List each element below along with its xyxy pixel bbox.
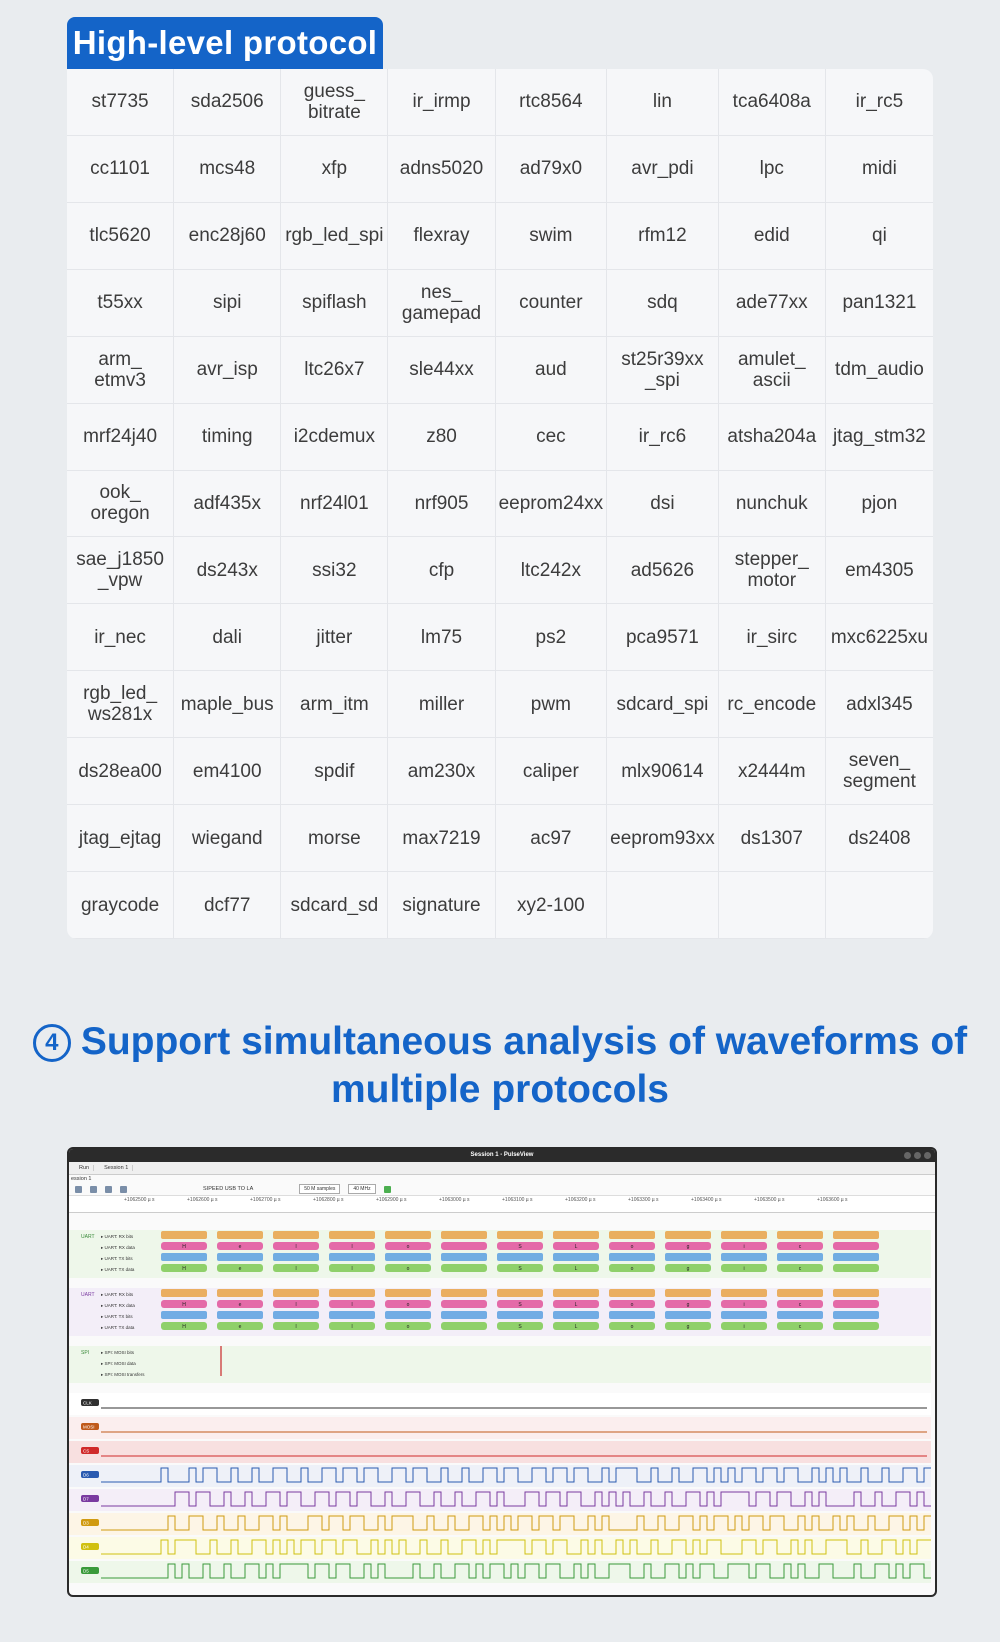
protocol-cell: avr_pdi xyxy=(607,136,719,203)
bit-block xyxy=(777,1311,823,1319)
bit-block xyxy=(553,1253,599,1261)
protocol-cell: avr_isp xyxy=(174,337,281,404)
protocol-cell: amulet_ ascii xyxy=(719,337,826,404)
save-icon[interactable] xyxy=(90,1186,97,1193)
protocol-cell: tca6408a xyxy=(719,69,826,136)
protocol-table xyxy=(67,69,933,939)
data-char: l xyxy=(295,1244,297,1250)
data-block xyxy=(833,1264,879,1272)
section-heading xyxy=(0,1018,1000,1114)
protocol-cell: timing xyxy=(174,404,281,471)
data-char: o xyxy=(406,1266,410,1272)
bit-block xyxy=(777,1231,823,1239)
row-label: ▸ UART: RX data xyxy=(101,1245,135,1250)
channel-tag: D4 xyxy=(83,1544,89,1550)
protocol-cell: dcf77 xyxy=(174,872,281,939)
protocol-cell: ad79x0 xyxy=(496,136,608,203)
protocol-cell: rfm12 xyxy=(607,203,719,270)
protocol-cell: xfp xyxy=(281,136,388,203)
protocol-cell: ade77xx xyxy=(719,270,826,337)
toolbar xyxy=(69,1183,935,1196)
bit-block xyxy=(217,1253,263,1261)
protocol-cell: ir_sirc xyxy=(719,604,826,671)
protocol-cell: sae_j1850 _vpw xyxy=(67,537,174,604)
bit-block xyxy=(665,1311,711,1319)
protocol-cell: tdm_audio xyxy=(826,337,933,404)
channel-tag: D6 xyxy=(83,1472,89,1478)
protocol-cell: pan1321 xyxy=(826,270,933,337)
data-char: o xyxy=(630,1266,634,1272)
protocol-cell: ds2408 xyxy=(826,805,933,872)
protocol-cell: seven_ segment xyxy=(826,738,933,805)
protocol-cell: adns5020 xyxy=(388,136,495,203)
protocol-cell: ltc242x xyxy=(496,537,608,604)
protocol-cell: rgb_led_ ws281x xyxy=(67,671,174,738)
bit-block xyxy=(553,1231,599,1239)
protocol-cell: t55xx xyxy=(67,270,174,337)
protocol-cell: enc28j60 xyxy=(174,203,281,270)
data-char: H xyxy=(182,1266,186,1272)
row-label: ▸ UART: TX bits xyxy=(101,1314,133,1319)
protocol-cell: signature xyxy=(388,872,495,939)
protocol-cell: jitter xyxy=(281,604,388,671)
window-title: Session 1 - PulseView xyxy=(470,1152,534,1158)
rate-select[interactable]: 40 MHz xyxy=(348,1184,375,1194)
pulseview-screenshot xyxy=(67,1147,937,1597)
protocol-cell: graycode xyxy=(67,872,174,939)
data-char: g xyxy=(686,1266,690,1272)
protocol-cell: counter xyxy=(496,270,608,337)
data-char: l xyxy=(295,1324,297,1330)
protocol-cell: st25r39xx _spi xyxy=(607,337,719,404)
bit-block xyxy=(553,1289,599,1297)
ruler-tick-label: +1063600 µ s xyxy=(817,1197,848,1203)
section-tag: High-level protocol xyxy=(67,17,383,69)
protocol-cell: edid xyxy=(719,203,826,270)
data-char: S xyxy=(518,1244,522,1250)
bit-block xyxy=(329,1289,375,1297)
channel-tag: D3 xyxy=(83,1520,89,1526)
bit-block xyxy=(497,1311,543,1319)
protocol-cell: qi xyxy=(826,203,933,270)
protocol-cell: ir_rc5 xyxy=(826,69,933,136)
protocol-cell: rgb_led_spi xyxy=(281,203,388,270)
bit-block xyxy=(441,1289,487,1297)
protocol-cell: ssi32 xyxy=(281,537,388,604)
bit-block xyxy=(833,1253,879,1261)
bit-block xyxy=(721,1231,767,1239)
protocol-cell: lpc xyxy=(719,136,826,203)
data-char: l xyxy=(351,1244,353,1250)
bit-block xyxy=(497,1253,543,1261)
bit-block xyxy=(721,1311,767,1319)
section-heading-text: Support simultaneous analysis of waveforms of multiple protocols xyxy=(80,1020,968,1111)
protocol-cell: ir_nec xyxy=(67,604,174,671)
data-char: i xyxy=(743,1244,745,1250)
bit-block xyxy=(609,1231,655,1239)
protocol-cell: lin xyxy=(607,69,719,136)
protocol-cell: wiegand xyxy=(174,805,281,872)
tab-session[interactable]: Session 1 xyxy=(100,1165,133,1171)
protocol-cell: ds243x xyxy=(174,537,281,604)
channel-tag: CS xyxy=(83,1448,90,1454)
protocol-cell: dsi xyxy=(607,471,719,538)
channel-tag: D7 xyxy=(83,1496,89,1502)
close-icon[interactable] xyxy=(924,1152,931,1159)
bit-block xyxy=(609,1289,655,1297)
protocol-cell: stepper_ motor xyxy=(719,537,826,604)
protocol-cell: guess_ bitrate xyxy=(281,69,388,136)
tab-run[interactable]: Run xyxy=(75,1165,94,1171)
data-char: e xyxy=(238,1302,242,1308)
protocol-cell: morse xyxy=(281,805,388,872)
channel-tag: D5 xyxy=(83,1568,89,1574)
data-char: S xyxy=(518,1324,522,1330)
data-char: c xyxy=(798,1266,802,1272)
section-number-badge: 4 xyxy=(33,1024,71,1062)
protocol-cell: nes_ gamepad xyxy=(388,270,495,337)
bit-block xyxy=(385,1231,431,1239)
data-char: g xyxy=(686,1324,690,1330)
data-char: l xyxy=(351,1266,353,1272)
decoder-tag: UART xyxy=(81,1234,95,1240)
data-char: o xyxy=(630,1244,634,1250)
data-char: e xyxy=(238,1324,242,1330)
data-char: o xyxy=(406,1244,410,1250)
protocol-cell: mrf24j40 xyxy=(67,404,174,471)
protocol-cell: rc_encode xyxy=(719,671,826,738)
data-char: S xyxy=(518,1302,522,1308)
ruler-tick-label: +1063300 µ s xyxy=(628,1197,659,1203)
protocol-cell: jtag_stm32 xyxy=(826,404,933,471)
protocol-cell: sle44xx xyxy=(388,337,495,404)
protocol-cell: tlc5620 xyxy=(67,203,174,270)
bit-block xyxy=(217,1311,263,1319)
protocol-cell: em4305 xyxy=(826,537,933,604)
bit-block xyxy=(497,1289,543,1297)
protocol-cell: nrf24l01 xyxy=(281,471,388,538)
protocol-cell: midi xyxy=(826,136,933,203)
bit-block xyxy=(833,1231,879,1239)
protocol-cell: mcs48 xyxy=(174,136,281,203)
bit-block xyxy=(441,1311,487,1319)
maximize-icon[interactable] xyxy=(914,1152,921,1159)
bit-block xyxy=(833,1311,879,1319)
protocol-cell: ook_ oregon xyxy=(67,471,174,538)
protocol-cell: em4100 xyxy=(174,738,281,805)
run-icon[interactable] xyxy=(384,1186,391,1193)
protocol-cell xyxy=(826,872,933,939)
bit-block xyxy=(553,1311,599,1319)
data-char: e xyxy=(238,1244,242,1250)
protocol-cell: ds1307 xyxy=(719,805,826,872)
protocol-cell: flexray xyxy=(388,203,495,270)
data-char: l xyxy=(295,1302,297,1308)
bit-block xyxy=(217,1231,263,1239)
bit-block xyxy=(665,1253,711,1261)
bit-block xyxy=(777,1289,823,1297)
time-ruler xyxy=(69,1196,935,1213)
protocol-cell: ir_rc6 xyxy=(607,404,719,471)
protocol-cell: caliper xyxy=(496,738,608,805)
data-char: l xyxy=(295,1266,297,1272)
protocol-cell: ad5626 xyxy=(607,537,719,604)
protocol-cell: st7735 xyxy=(67,69,174,136)
ruler-tick-label: +1062500 µ s xyxy=(124,1197,155,1203)
protocol-cell: aud xyxy=(496,337,608,404)
data-char: H xyxy=(182,1302,186,1308)
export-icon[interactable] xyxy=(105,1186,112,1193)
protocol-cell: ir_irmp xyxy=(388,69,495,136)
bit-block xyxy=(721,1253,767,1261)
data-char: l xyxy=(351,1324,353,1330)
data-char: o xyxy=(406,1302,410,1308)
bit-block xyxy=(777,1253,823,1261)
protocol-cell: z80 xyxy=(388,404,495,471)
row-label: ▸ UART: TX data xyxy=(101,1325,135,1330)
ruler-tick-label: +1062800 µ s xyxy=(313,1197,344,1203)
protocol-cell: sdq xyxy=(607,270,719,337)
bit-block xyxy=(497,1231,543,1239)
bit-block xyxy=(721,1289,767,1297)
data-char: c xyxy=(798,1302,802,1308)
samples-select[interactable]: 50 M samples xyxy=(299,1184,340,1194)
protocol-cell: adxl345 xyxy=(826,671,933,738)
ruler-tick-label: +1063200 µ s xyxy=(565,1197,596,1203)
protocol-cell: eeprom24xx xyxy=(496,471,608,538)
data-char: H xyxy=(182,1324,186,1330)
protocol-cell: nrf905 xyxy=(388,471,495,538)
protocol-cell: swim xyxy=(496,203,608,270)
data-char: o xyxy=(406,1324,410,1330)
protocol-cell: cfp xyxy=(388,537,495,604)
data-char: c xyxy=(798,1324,802,1330)
data-char: g xyxy=(686,1244,690,1250)
decoder-band xyxy=(69,1346,931,1383)
bit-block xyxy=(161,1231,207,1239)
protocol-cell: ac97 xyxy=(496,805,608,872)
data-block xyxy=(441,1300,487,1308)
zoom-icon[interactable] xyxy=(120,1186,127,1193)
protocol-cell: sipi xyxy=(174,270,281,337)
protocol-cell: sdcard_sd xyxy=(281,872,388,939)
bit-block xyxy=(833,1289,879,1297)
bit-block xyxy=(161,1311,207,1319)
protocol-cell: xy2-100 xyxy=(496,872,608,939)
protocol-cell xyxy=(607,872,719,939)
bit-block xyxy=(161,1253,207,1261)
ruler-tick-label: +1063000 µ s xyxy=(439,1197,470,1203)
channel-band xyxy=(69,1441,931,1463)
data-char: i xyxy=(743,1302,745,1308)
row-label: ▸ SPI: MOSI transfers xyxy=(101,1372,145,1377)
tab-bar xyxy=(69,1162,935,1175)
protocol-cell: am230x xyxy=(388,738,495,805)
channel-band xyxy=(69,1393,931,1415)
protocol-cell: arm_ etmv3 xyxy=(67,337,174,404)
bit-block xyxy=(385,1311,431,1319)
data-char: l xyxy=(351,1302,353,1308)
ruler-tick-label: +1062900 µ s xyxy=(376,1197,407,1203)
bit-block xyxy=(329,1311,375,1319)
data-block xyxy=(441,1242,487,1250)
data-char: i xyxy=(743,1324,745,1330)
protocol-cell: maple_bus xyxy=(174,671,281,738)
protocol-cell: cc1101 xyxy=(67,136,174,203)
bit-block xyxy=(161,1289,207,1297)
bit-block xyxy=(441,1231,487,1239)
protocol-cell: atsha204a xyxy=(719,404,826,471)
protocol-cell: spdif xyxy=(281,738,388,805)
data-block xyxy=(833,1300,879,1308)
trace-view xyxy=(69,1226,931,1594)
data-block xyxy=(441,1264,487,1272)
bit-block xyxy=(385,1253,431,1261)
data-char: L xyxy=(574,1266,578,1272)
protocol-cell: ps2 xyxy=(496,604,608,671)
protocol-cell: rtc8564 xyxy=(496,69,608,136)
data-char: L xyxy=(574,1244,578,1250)
data-char: i xyxy=(743,1266,745,1272)
channel-tag: CLK xyxy=(83,1400,92,1406)
protocol-cell: ltc26x7 xyxy=(281,337,388,404)
protocol-cell: mlx90614 xyxy=(607,738,719,805)
ruler-tick-label: +1063100 µ s xyxy=(502,1197,533,1203)
protocol-cell: lm75 xyxy=(388,604,495,671)
data-block xyxy=(833,1322,879,1330)
protocol-cell: pca9571 xyxy=(607,604,719,671)
channel-band xyxy=(69,1417,931,1439)
protocol-cell: nunchuk xyxy=(719,471,826,538)
bit-block xyxy=(665,1289,711,1297)
row-label: ▸ SPI: MOSI bits xyxy=(101,1350,135,1355)
protocol-cell: i2cdemux xyxy=(281,404,388,471)
protocol-cell: cec xyxy=(496,404,608,471)
row-label: ▸ UART: RX data xyxy=(101,1303,135,1308)
channel-tag: MOSI xyxy=(83,1424,95,1430)
bit-block xyxy=(273,1231,319,1239)
bit-block xyxy=(273,1311,319,1319)
row-label: ▸ UART: TX bits xyxy=(101,1256,133,1261)
data-char: o xyxy=(630,1324,634,1330)
channel-band xyxy=(69,1465,931,1487)
protocol-cell: arm_itm xyxy=(281,671,388,738)
bit-block xyxy=(329,1231,375,1239)
decoder-tag: UART xyxy=(81,1292,95,1298)
bit-block xyxy=(273,1289,319,1297)
data-char: o xyxy=(630,1302,634,1308)
bit-block xyxy=(441,1253,487,1261)
protocol-cell: miller xyxy=(388,671,495,738)
data-char: S xyxy=(518,1266,522,1272)
data-block xyxy=(833,1242,879,1250)
protocol-cell: max7219 xyxy=(388,805,495,872)
decoder-tag: SPI xyxy=(81,1350,90,1356)
session-label: ession 1 xyxy=(71,1176,92,1182)
device-select[interactable]: SIPEED USB TO LA xyxy=(203,1186,254,1192)
open-icon[interactable] xyxy=(75,1186,82,1193)
protocol-cell: eeprom93xx xyxy=(607,805,719,872)
protocol-cell: dali xyxy=(174,604,281,671)
bit-block xyxy=(273,1253,319,1261)
ruler-tick-label: +1062700 µ s xyxy=(250,1197,281,1203)
data-char: L xyxy=(574,1324,578,1330)
bit-block xyxy=(329,1253,375,1261)
data-char: e xyxy=(238,1266,242,1272)
data-char: H xyxy=(182,1244,186,1250)
row-label: ▸ SPI: MOSI data xyxy=(101,1361,136,1366)
ruler-tick-label: +1063500 µ s xyxy=(754,1197,785,1203)
data-char: L xyxy=(574,1302,578,1308)
bit-block xyxy=(609,1311,655,1319)
row-label: ▸ UART: RX bits xyxy=(101,1234,134,1239)
ruler-tick-label: +1063400 µ s xyxy=(691,1197,722,1203)
protocol-cell: adf435x xyxy=(174,471,281,538)
ruler-tick-label: +1062600 µ s xyxy=(187,1197,218,1203)
protocol-cell: jtag_ejtag xyxy=(67,805,174,872)
row-label: ▸ UART: TX data xyxy=(101,1267,135,1272)
bit-block xyxy=(385,1289,431,1297)
window-titlebar xyxy=(69,1149,935,1162)
bit-block xyxy=(217,1289,263,1297)
minimize-icon[interactable] xyxy=(904,1152,911,1159)
protocol-cell: sda2506 xyxy=(174,69,281,136)
data-char: g xyxy=(686,1302,690,1308)
protocol-cell: pjon xyxy=(826,471,933,538)
data-char: c xyxy=(798,1244,802,1250)
protocol-cell: ds28ea00 xyxy=(67,738,174,805)
protocol-cell: x2444m xyxy=(719,738,826,805)
protocol-cell xyxy=(719,872,826,939)
protocol-cell: sdcard_spi xyxy=(607,671,719,738)
bit-block xyxy=(609,1253,655,1261)
protocol-cell: mxc6225xu xyxy=(826,604,933,671)
protocol-cell: spiflash xyxy=(281,270,388,337)
protocol-cell: pwm xyxy=(496,671,608,738)
row-label: ▸ UART: RX bits xyxy=(101,1292,134,1297)
data-block xyxy=(441,1322,487,1330)
bit-block xyxy=(665,1231,711,1239)
